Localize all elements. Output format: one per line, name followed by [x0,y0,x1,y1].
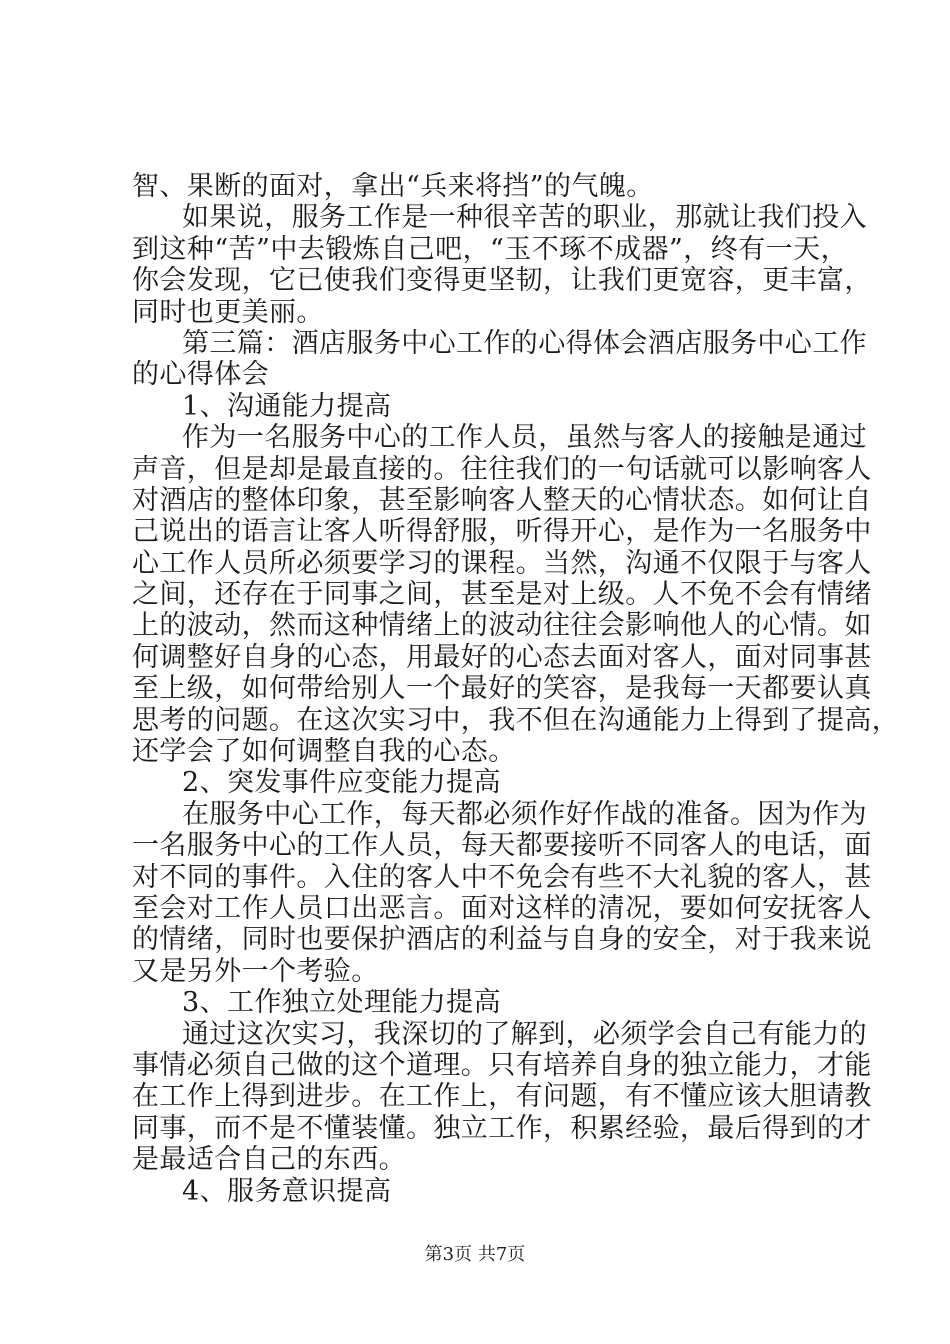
text-line: 你会发现，它已使我们变得更坚韧，让我们更宽容，更丰富， [132,265,872,297]
text-line: 之间，还存在于同事之间，甚至是对上级。人不免不会有情绪 [132,579,872,611]
text-line: 对酒店的整体印象，甚至影响客人整天的心情状态。如何让自 [132,484,872,516]
text-line: 的心得体会 [132,359,269,391]
text-line: 同事，而不是不懂装懂。独立工作，积累经验，最后得到的才 [132,1112,872,1144]
text-line: 同时也更美丽。 [132,296,324,328]
text-line: 一名服务中心的工作人员，每天都要接听不同客人的电话，面 [132,830,872,862]
text-line: 至上级，如何带给别人一个最好的笑容，是我每一天都要认真 [132,673,872,705]
text-line: 智、果断的面对，拿出“兵来将挡”的气魄。 [132,171,654,202]
text-line: 如果说，服务工作是一种很辛苦的职业，那就让我们投入 [182,202,867,234]
text-line: 还学会了如何调整自我的心态。 [132,736,516,768]
text-line: 是最适合自己的东西。 [132,1144,406,1176]
page-number-footer: 第3页 共7页 [424,1244,526,1265]
text-line: 声音，但是却是最直接的。往往我们的一句话就可以影响客人 [132,453,872,485]
text-line: 4、服务意识提高 [182,1175,392,1207]
text-line: 通过这次实习，我深切的了解到，必须学会自己有能力的 [182,1018,867,1050]
text-line: 思考的问题。在这次实习中，我不但在沟通能力上得到了提高， [132,704,900,736]
text-line: 事情必须自己做的这个道理。只有培养自身的独立能力，才能 [132,1049,872,1081]
text-line: 的情绪，同时也要保护酒店的利益与自身的安全，对于我来说 [132,924,872,956]
text-line: 何调整好自身的心态，用最好的心态去面对客人，面对同事甚 [132,641,872,673]
text-line: 心工作人员所必须要学习的课程。当然，沟通不仅限于与客人 [132,547,872,579]
text-line: 第三篇：酒店服务中心工作的心得体会酒店服务中心工作 [182,327,867,359]
text-line: 作为一名服务中心的工作人员，虽然与客人的接触是通过 [182,422,867,454]
text-line: 2、突发事件应变能力提高 [182,767,501,799]
text-line: 在服务中心工作，每天都必须作好作战的准备。因为作为 [182,798,867,830]
text-line: 对不同的事件。入住的客人中不免会有些不大礼貌的客人，甚 [132,861,872,893]
text-line: 己说出的语言让客人听得舒服，听得开心，是作为一名服务中 [132,516,872,548]
text-line: 1、沟通能力提高 [182,390,392,422]
text-line: 到这种“苦”中去锻炼自己吧，“玉不琢不成器”，终有一天， [132,233,848,265]
text-line: 至会对工作人员口出恶言。面对这样的清况，要如何安抚客人 [132,892,872,924]
document-body [132,171,900,1207]
text-line: 上的波动，然而这种情绪上的波动往往会影响他人的心情。如 [132,610,872,642]
text-line: 3、工作独立处理能力提高 [182,987,501,1019]
text-line: 在工作上得到进步。在工作上，有问题，有不懂应该大胆请教 [132,1081,872,1113]
text-line: 又是另外一个考验。 [132,955,379,987]
